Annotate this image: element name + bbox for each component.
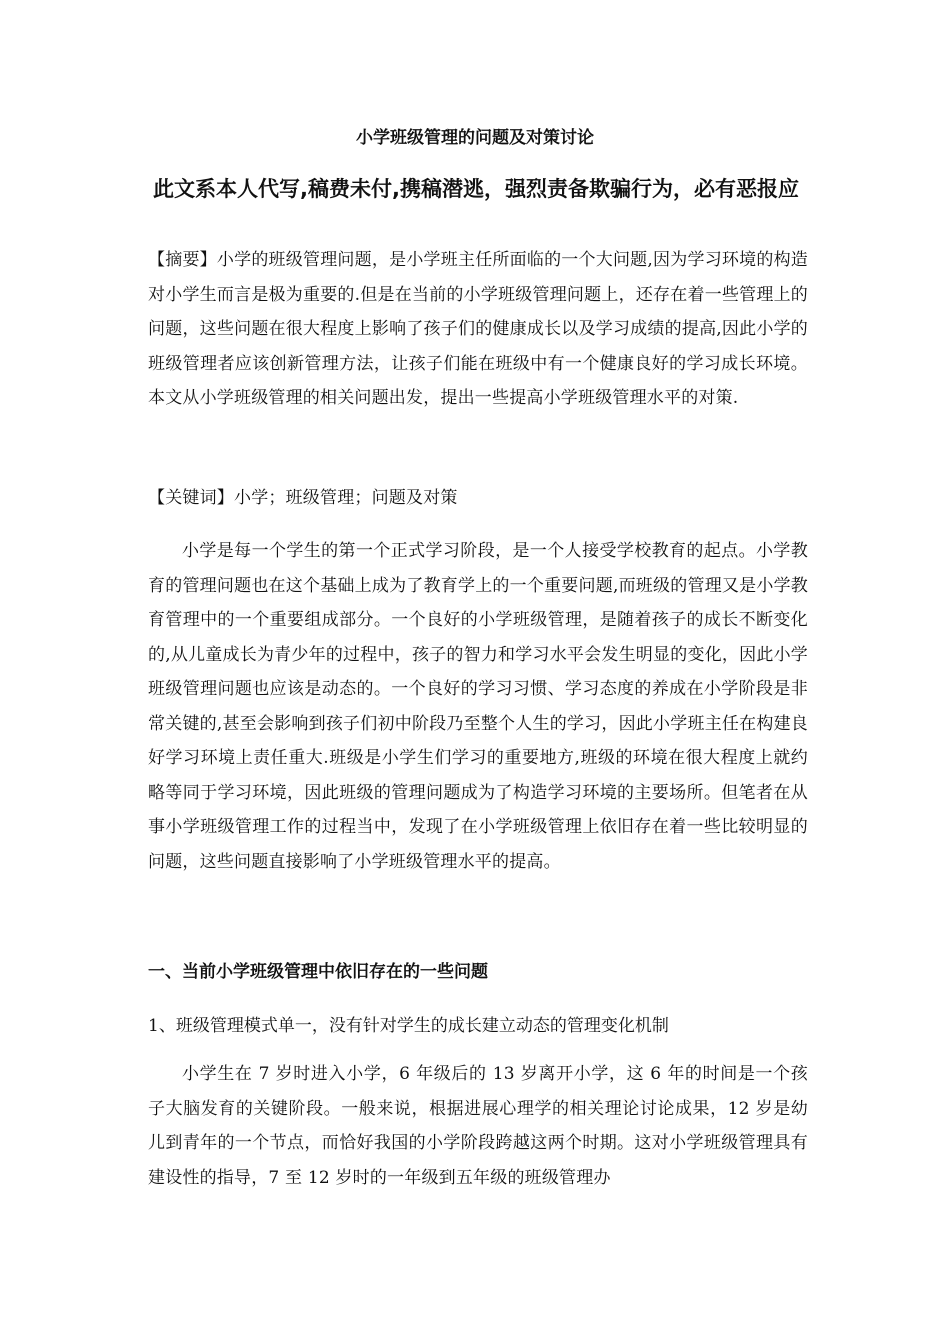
body-paragraph: 小学生在 7 岁时进入小学，6 年级后的 13 岁离开小学，这 6 年的时间是一个孩子大脑发育的关键阶段。一般来说，根据进展心理学的相关理论讨论成果，12 岁是幼儿到青年的一个节点，而恰好我国的小学阶段跨越这两个时期。这对小学班级管理具有建设性的指导，7 至 12 岁时的一年级到五年级的班级管理办 (148, 1064, 808, 1188)
keywords-line: 【关键词】小学；班级管理；问题及对策 (148, 488, 458, 508)
abstract-paragraph: 【摘要】小学的班级管理问题，是小学班主任所面临的一个大问题,因为学习环境的构造对小学生而言是极为重要的.但是在当前的小学班级管理问题上，还存在着一些管理上的问题，这些问题在很大程度上影响了孩子们的健康成长以及学习成绩的提高,因此小学的班级管理者应该创新管理方法，让孩子们能在班级中有一个健康良好的学习成长环境。本文从小学班级管理的相关问题出发，提出一些提高小学班级管理水平的对策. (148, 250, 808, 408)
subsection-heading: 1、班级管理模式单一，没有针对学生的成长建立动态的管理变化机制 (148, 1016, 669, 1036)
section-heading: 一、当前小学班级管理中依旧存在的一些问题 (148, 962, 488, 982)
author-notice: 此文系本人代写,稿费未付,携稿潜逃，强烈责备欺骗行为，必有恶报应 (153, 177, 799, 201)
document-title: 小学班级管理的问题及对策讨论 (356, 128, 594, 148)
intro-paragraph: 小学是每一个学生的第一个正式学习阶段，是一个人接受学校教育的起点。小学教育的管理问题也在这个基础上成为了教育学上的一个重要问题,而班级的管理又是小学教育管理中的一个重要组成部分。一个良好的小学班级管理，是随着孩子的成长不断变化的,从儿童成长为青少年的过程中，孩子的智力和学习水平会发生明显的变化，因此小学班级管理问题也应该是动态的。一个良好的学习习惯、学习态度的养成在小学阶段是非常关键的,甚至会影响到孩子们初中阶段乃至整个人生的学习，因此小学班主任在构建良好学习环境上责任重大.班级是小学生们学习的重要地方,班级的环境在很大程度上就约略等同于学习环境，因此班级的管理问题成为了构造学习环境的主要场所。但笔者在从事小学班级管理工作的过程当中，发现了在小学班级管理上依旧存在着一些比较明显的问题，这些问题直接影响了小学班级管理水平的提高。 (148, 541, 808, 872)
